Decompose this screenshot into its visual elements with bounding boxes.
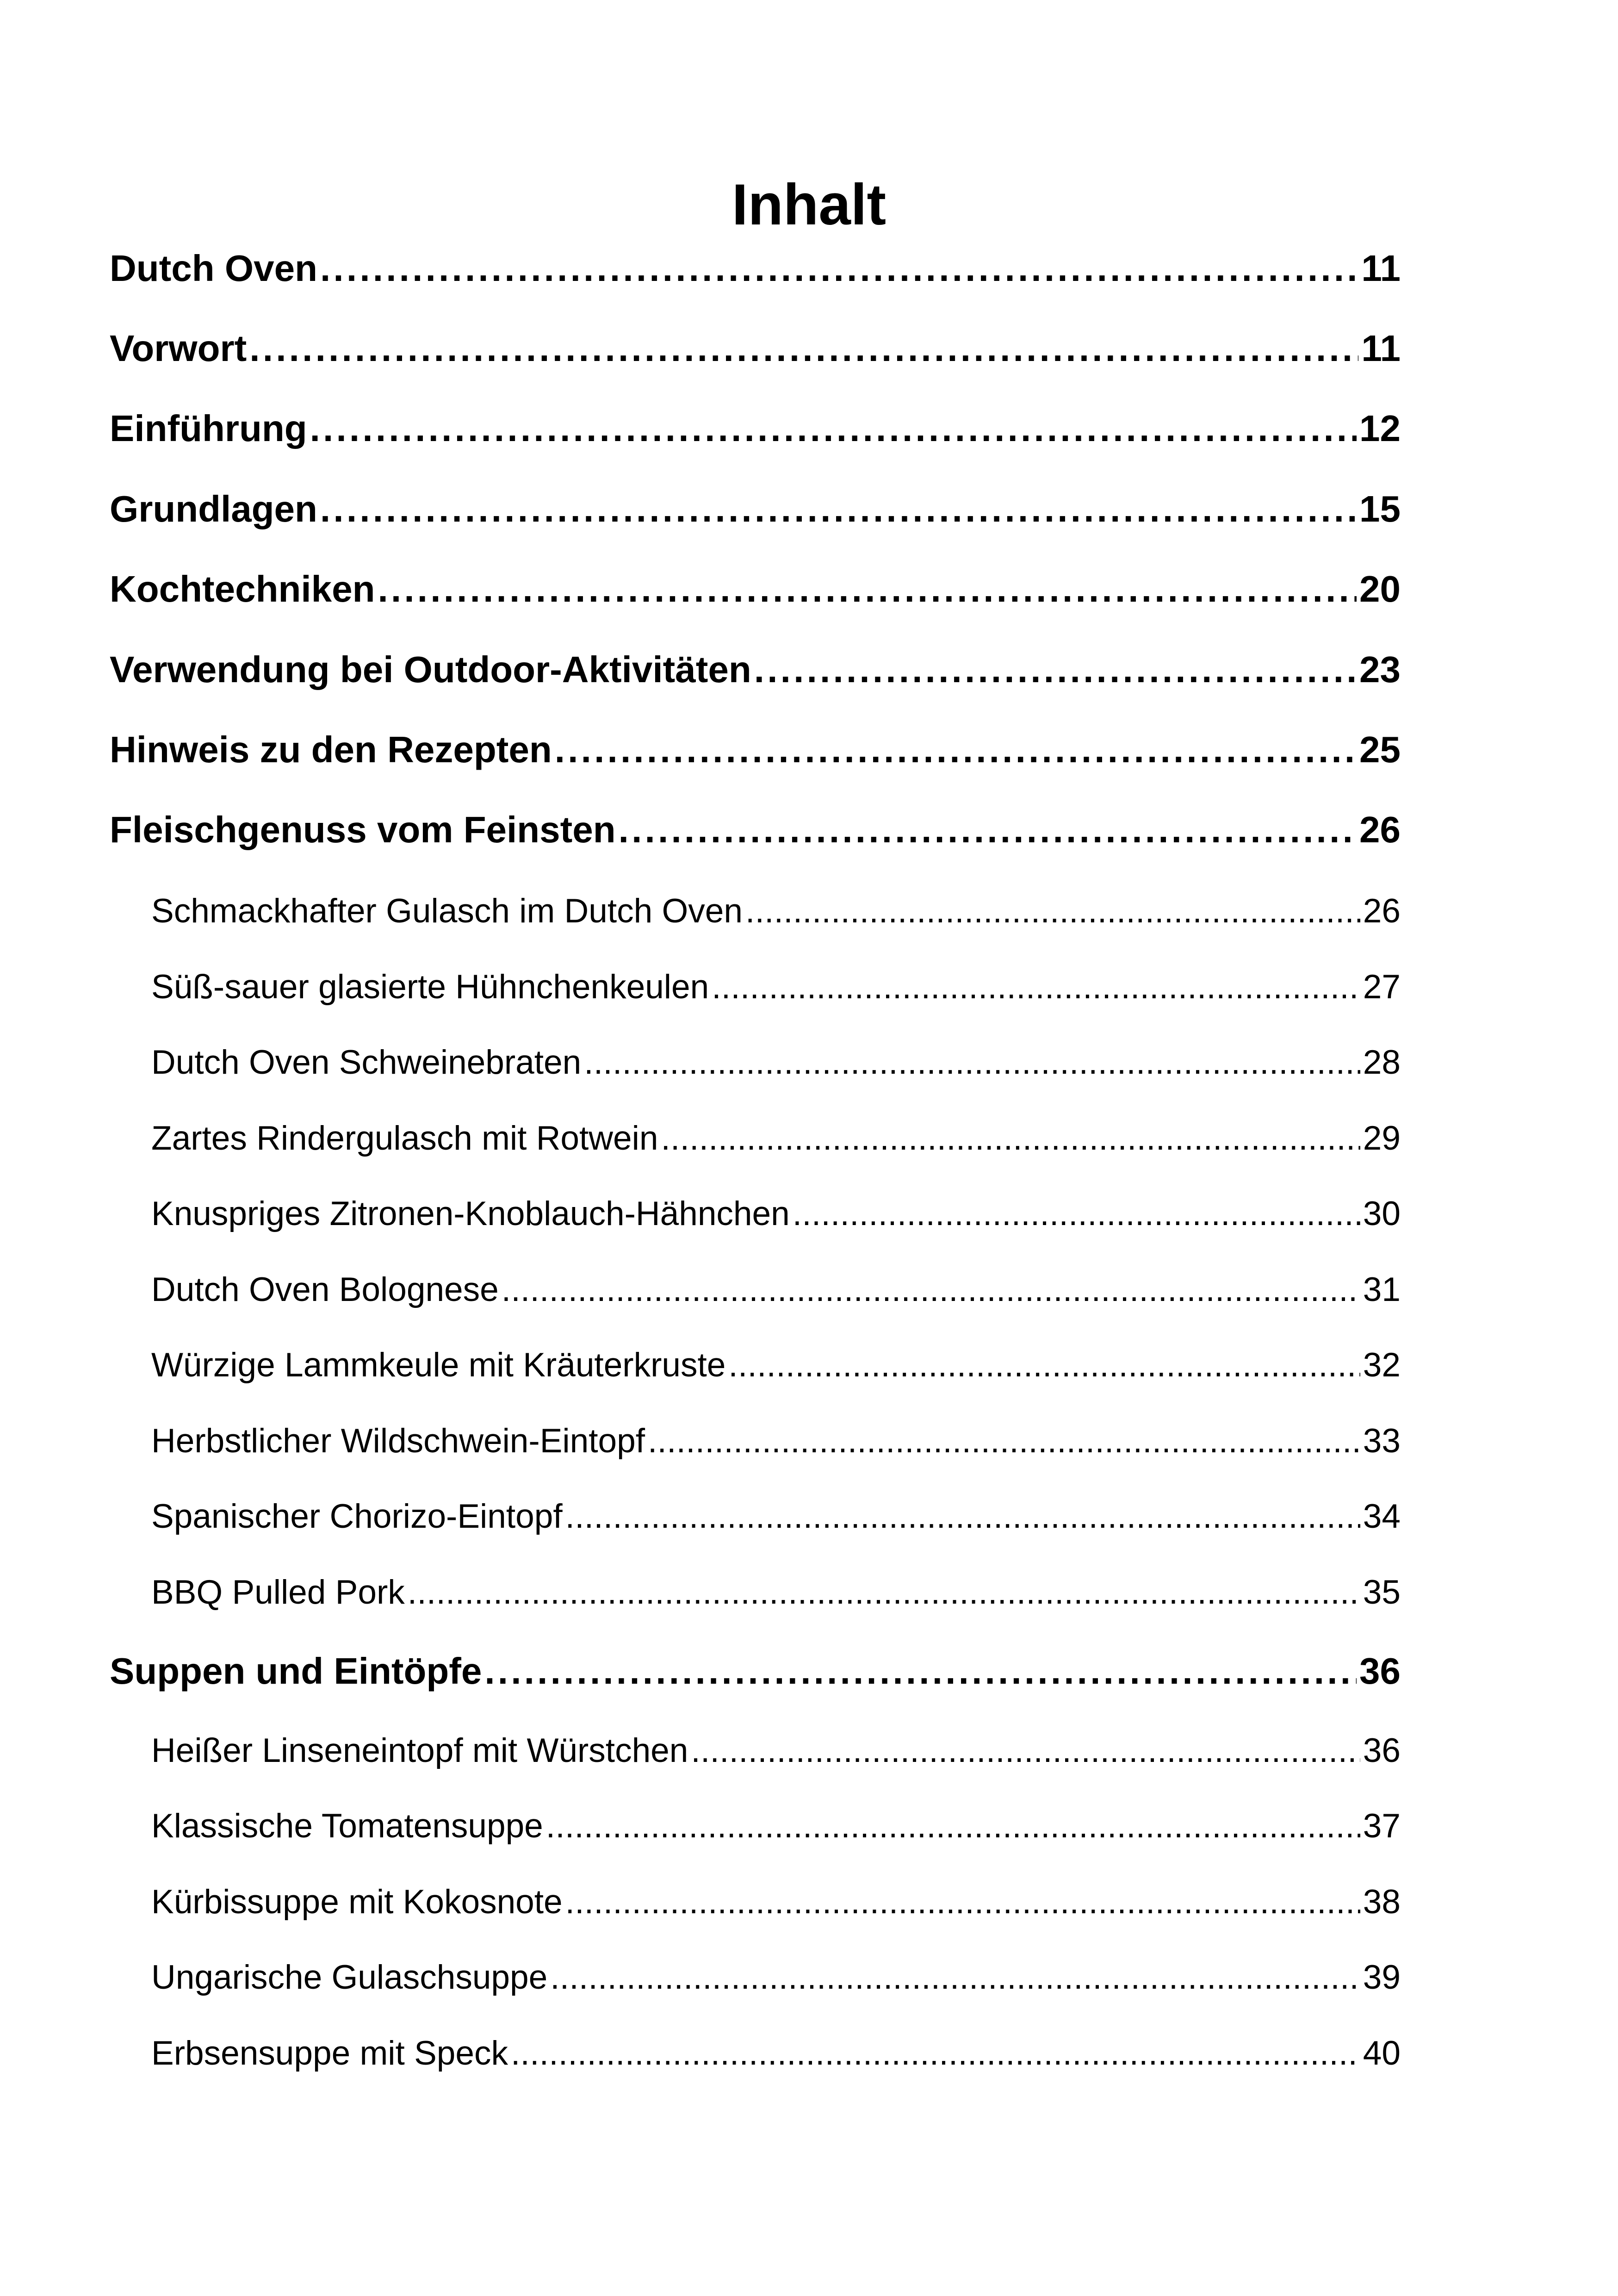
toc-dot-leader	[320, 245, 1358, 292]
toc-entry[interactable]	[151, 1344, 1401, 1387]
toc-entry-page: 25	[1359, 729, 1401, 770]
toc-dot-leader	[550, 1956, 1360, 1999]
toc-entry[interactable]	[151, 1193, 1401, 1235]
toc-entry-label: Hinweis zu den Rezepten	[110, 729, 552, 770]
toc-entry-page: 36	[1359, 1650, 1401, 1692]
toc-dot-leader	[310, 405, 1357, 452]
toc-entry-label: Zartes Rindergulasch mit Rotwein	[151, 1120, 658, 1157]
toc-dot-leader	[511, 2032, 1360, 2075]
toc-dot-leader	[661, 1117, 1360, 1160]
toc-entry-label: Süß-sauer glasierte Hühnchenkeulen	[151, 968, 709, 1006]
toc-entry[interactable]	[151, 1269, 1401, 1311]
toc-entry-page: 33	[1363, 1422, 1401, 1460]
toc-dot-leader	[754, 647, 1357, 693]
toc-dot-leader	[320, 486, 1357, 532]
toc-entry[interactable]	[110, 807, 1401, 853]
toc-entry[interactable]	[110, 727, 1401, 773]
toc-dot-leader	[484, 1648, 1357, 1694]
toc-entry-label: Einführung	[110, 408, 307, 449]
toc-entry-page: 12	[1359, 408, 1401, 449]
toc-entry[interactable]	[151, 1495, 1401, 1538]
toc-entry[interactable]	[110, 325, 1401, 372]
toc-entry[interactable]	[110, 647, 1401, 693]
toc-entry-page: 27	[1363, 968, 1401, 1006]
toc-dot-leader	[584, 1041, 1360, 1084]
toc-entry-page: 35	[1363, 1574, 1401, 1611]
toc-entry-label: Herbstlicher Wildschwein-Eintopf	[151, 1422, 645, 1460]
toc-entry-label: Kochtechniken	[110, 568, 375, 610]
toc-entry[interactable]	[151, 1420, 1401, 1462]
toc-entry-page: 26	[1359, 809, 1401, 850]
toc-entry-page: 37	[1363, 1807, 1401, 1845]
toc-dot-leader	[793, 1193, 1360, 1235]
toc-dot-leader	[546, 1805, 1360, 1848]
toc-entry-page: 26	[1363, 892, 1401, 930]
toc-entry[interactable]	[110, 566, 1401, 612]
toc-entry-label: Grundlagen	[110, 488, 317, 529]
toc-entry-label: Dutch Oven	[110, 248, 317, 289]
toc-entry-label: Dutch Oven Schweinebraten	[151, 1044, 582, 1081]
toc-entry-page: 32	[1363, 1346, 1401, 1384]
toc-dot-leader	[619, 807, 1357, 853]
toc-entry-label: Vorwort	[110, 328, 247, 369]
toc-entry[interactable]	[151, 966, 1401, 1008]
toc-entry-label: Spanischer Chorizo-Eintopf	[151, 1498, 563, 1535]
toc-entry[interactable]	[151, 1730, 1401, 1772]
toc-entry-page: 11	[1361, 248, 1401, 289]
toc-entry-label: Würzige Lammkeule mit Kräuterkruste	[151, 1346, 726, 1384]
toc-entry[interactable]	[151, 1881, 1401, 1923]
toc-entry-page: 38	[1363, 1883, 1401, 1921]
toc-entry-label: Knuspriges Zitronen-Knoblauch-Hähnchen	[151, 1195, 790, 1232]
toc-dot-leader	[408, 1571, 1360, 1614]
toc-entry-label: Erbsensuppe mit Speck	[151, 2035, 508, 2072]
toc-entry-label: Dutch Oven Bolognese	[151, 1271, 499, 1308]
toc-entry-label: Ungarische Gulaschsuppe	[151, 1959, 548, 1996]
toc-entry-page: 23	[1359, 649, 1401, 690]
toc-dot-leader	[565, 1881, 1360, 1923]
toc-entry[interactable]	[151, 2032, 1401, 2075]
toc-entry-page: 36	[1363, 1732, 1401, 1769]
toc-dot-leader	[565, 1495, 1360, 1538]
toc-dot-leader	[745, 890, 1360, 933]
toc-entry-label: BBQ Pulled Pork	[151, 1574, 405, 1611]
toc-entry-page: 40	[1363, 2035, 1401, 2072]
toc-entry-label: Verwendung bei Outdoor-Aktivitäten	[110, 649, 751, 690]
toc-entry-page: 31	[1363, 1271, 1401, 1308]
toc-entry[interactable]	[110, 1648, 1401, 1694]
toc-entry[interactable]	[110, 486, 1401, 532]
toc-dot-leader	[378, 566, 1357, 612]
toc-entry-page: 11	[1361, 328, 1401, 369]
toc-entry-page: 39	[1363, 1959, 1401, 1996]
toc-entry-label: Heißer Linseneintopf mit Würstchen	[151, 1732, 688, 1769]
toc-dot-leader	[691, 1730, 1360, 1772]
toc-entry-page: 29	[1363, 1120, 1401, 1157]
toc-entry[interactable]	[110, 405, 1401, 452]
toc-dot-leader	[648, 1420, 1360, 1462]
toc-dot-leader	[555, 727, 1357, 773]
page-title: Inhalt	[732, 173, 886, 237]
toc-entry-page: 30	[1363, 1195, 1401, 1232]
toc-entry-page: 34	[1363, 1498, 1401, 1535]
toc-dot-leader	[712, 966, 1360, 1008]
toc-entry-page: 20	[1359, 568, 1401, 610]
toc-entry[interactable]	[151, 1805, 1401, 1848]
toc-entry-label: Suppen und Eintöpfe	[110, 1650, 482, 1692]
toc-entry[interactable]	[110, 245, 1401, 292]
toc-entry-label: Kürbissuppe mit Kokosnote	[151, 1883, 563, 1921]
toc-dot-leader	[249, 325, 1358, 372]
toc-entry-page: 15	[1359, 488, 1401, 529]
toc-entry[interactable]	[151, 1117, 1401, 1160]
toc-entry-page: 28	[1363, 1044, 1401, 1081]
toc-entry-label: Fleischgenuss vom Feinsten	[110, 809, 616, 850]
toc-dot-leader	[728, 1344, 1360, 1387]
toc-entry-label: Klassische Tomatensuppe	[151, 1807, 543, 1845]
toc-entry[interactable]	[151, 1571, 1401, 1614]
toc-dot-leader	[502, 1269, 1360, 1311]
toc-entry[interactable]	[151, 1041, 1401, 1084]
toc-entry-label: Schmackhafter Gulasch im Dutch Oven	[151, 892, 743, 930]
toc-entry[interactable]	[151, 890, 1401, 933]
toc-entry[interactable]	[151, 1956, 1401, 1999]
